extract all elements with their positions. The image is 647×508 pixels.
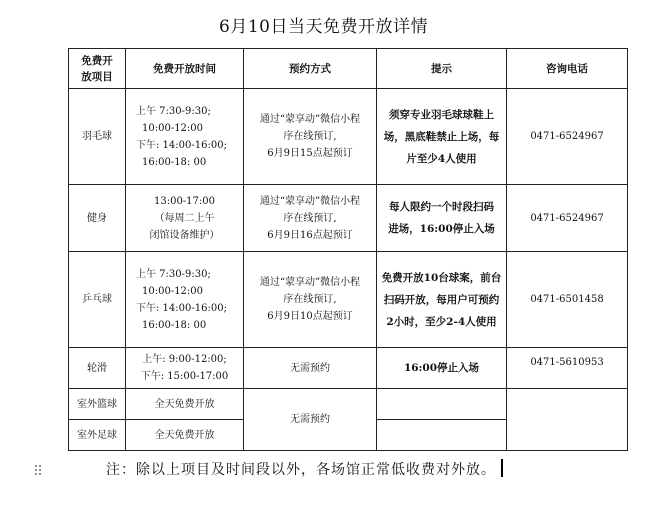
item-name: 乒乓球 — [69, 252, 126, 348]
time-cell: 13:00-17:00 （每周二上午 闭馆设备维护） — [126, 185, 244, 252]
tip-cell: 须穿专业羽毛球球鞋上 场，黑底鞋禁止上场，每 片至少4人使用 — [377, 89, 507, 185]
footnote — [106, 459, 503, 479]
time-cell: 全天免费开放 — [126, 389, 244, 420]
schedule-table — [68, 48, 628, 451]
drag-handle-icon[interactable] — [34, 464, 42, 476]
item-name: 室外篮球 — [69, 389, 126, 420]
item-name: 健身 — [69, 185, 126, 252]
table-row — [69, 348, 628, 389]
time-cell: 全天免费开放 — [126, 420, 244, 451]
phone-cell: 0471-6524967 — [507, 89, 628, 185]
booking-cell: 通过“蒙享动”微信小程 序在线预订, 6月9日10点起预订 — [244, 252, 377, 348]
phone-cell — [507, 389, 628, 451]
booking-cell: 通过“蒙享动”微信小程 序在线预订, 6月9日15点起预订 — [244, 89, 377, 185]
item-name: 室外足球 — [69, 420, 126, 451]
header-tip: 提示 — [377, 49, 507, 89]
table-row — [69, 89, 628, 185]
tip-cell — [377, 420, 507, 451]
phone-cell: 0471-6524967 — [507, 185, 628, 252]
text-cursor — [501, 459, 503, 477]
header-item: 免费开放项目 — [69, 49, 126, 89]
tip-cell: 免费开放10台球案，前台 扫码开放，每用户可预约 2小时，至少2-4人使用 — [377, 252, 507, 348]
header-time: 免费开放时间 — [126, 49, 244, 89]
booking-cell: 通过“蒙享动”微信小程 序在线预订, 6月9日16点起预订 — [244, 185, 377, 252]
table-row — [69, 389, 628, 420]
item-name: 羽毛球 — [69, 89, 126, 185]
time-cell: 上午: 9:00-12:00; 下午: 15:00-17:00 — [126, 348, 244, 389]
header-phone: 咨询电话 — [507, 49, 628, 89]
phone-cell: 0471-5610953 — [507, 348, 628, 389]
footnote-text: 注：除以上项目及时间段以外，各场馆正常低收费对外放。 — [106, 462, 496, 478]
tip-cell: 16:00停止入场 — [377, 348, 507, 389]
table-row — [69, 185, 628, 252]
time-cell: 上午 7:30-9:30; 10:00-12:00 下午: 14:00-16:00; 16:00-18: 00 — [126, 89, 244, 185]
table-row — [69, 252, 628, 348]
time-cell: 上午 7:30-9:30; 10:00-12:00 下午: 14:00-16:00; 16:00-18: 00 — [126, 252, 244, 348]
booking-cell: 无需预约 — [244, 348, 377, 389]
tip-cell — [377, 389, 507, 420]
page-title: 6月10日当天免费开放详情 — [219, 17, 428, 37]
booking-cell: 无需预约 — [244, 389, 377, 451]
tip-cell: 每人限约一个时段扫码 进场，16:00停止入场 — [377, 185, 507, 252]
item-name: 轮滑 — [69, 348, 126, 389]
table-header-row — [69, 49, 628, 89]
header-booking: 预约方式 — [244, 49, 377, 89]
phone-cell: 0471-6501458 — [507, 252, 628, 348]
